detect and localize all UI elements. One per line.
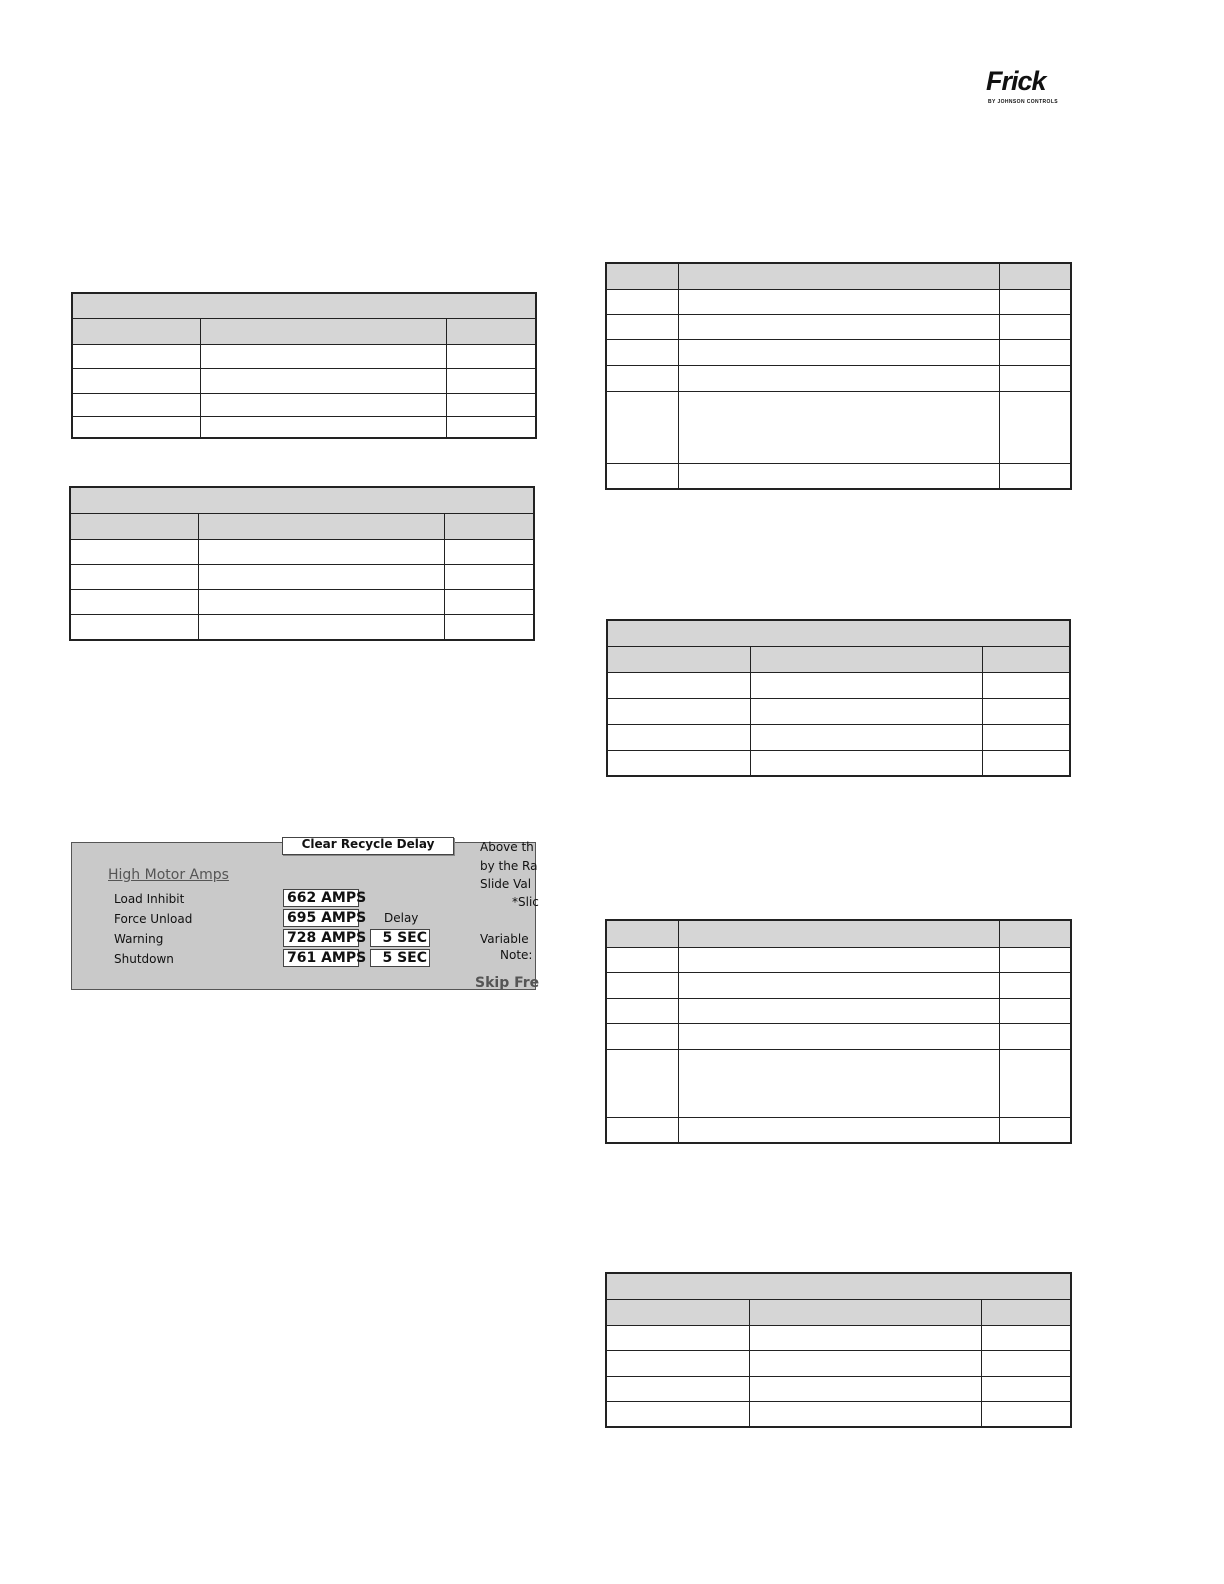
header-cell: [444, 513, 534, 539]
table-row: [606, 998, 1071, 1023]
table-row: [607, 698, 1070, 724]
header-cell: [200, 318, 446, 344]
right-text-line: *Slic: [512, 895, 539, 909]
header-cell: [678, 920, 999, 947]
table-caption: [70, 487, 534, 513]
right-table-1: [605, 262, 1072, 490]
frick-logo: [986, 68, 1072, 110]
header-cell: [678, 263, 999, 289]
table-row: [606, 1350, 1071, 1376]
header-cell: [606, 1299, 749, 1325]
table-row: [606, 1325, 1071, 1350]
table-row: [606, 365, 1071, 391]
right-text-line: Above th: [480, 840, 534, 854]
shutdown-field[interactable]: 761 AMPS: [283, 949, 359, 967]
table-row: [606, 391, 1071, 463]
table-row: [606, 1117, 1071, 1143]
table-row: [606, 1376, 1071, 1401]
clear-recycle-delay-button[interactable]: Clear Recycle Delay: [282, 837, 454, 855]
table-row: [72, 368, 536, 393]
header-cell: [70, 513, 198, 539]
warning-label: Warning: [114, 932, 164, 946]
table-row: [70, 564, 534, 589]
header-cell: [72, 318, 200, 344]
right-text-line: Variable: [480, 932, 529, 946]
right-text-line: Slide Val: [480, 877, 532, 891]
warning-field[interactable]: 728 AMPS: [283, 929, 359, 947]
table-row: [606, 972, 1071, 998]
table-row: [72, 344, 536, 368]
delay-label: Delay: [384, 911, 419, 925]
header-cell: [198, 513, 444, 539]
header-cell: [981, 1299, 1071, 1325]
right-text-line: Note:: [500, 948, 533, 962]
table-caption: [607, 620, 1070, 646]
load-inhibit-field[interactable]: 662 AMPS: [283, 889, 359, 907]
right-table-4: [605, 1272, 1072, 1428]
high-motor-amps-screenshot: [71, 837, 540, 991]
header-cell: [982, 646, 1070, 672]
left-table-2: [69, 486, 535, 641]
header-cell: [446, 318, 536, 344]
force-unload-label: Force Unload: [114, 912, 193, 926]
section-title: High Motor Amps: [108, 867, 229, 883]
header-cell: [999, 263, 1071, 289]
table-row: [606, 947, 1071, 972]
table-caption: [72, 293, 536, 318]
table-row: [606, 463, 1071, 489]
table-row: [606, 289, 1071, 314]
warning-delay-field[interactable]: 5 SEC: [370, 929, 430, 947]
table-row: [607, 724, 1070, 750]
table-row: [70, 614, 534, 640]
table-row: [607, 750, 1070, 776]
header-cell: [606, 263, 678, 289]
table-row: [606, 339, 1071, 365]
force-unload-field[interactable]: 695 AMPS: [283, 909, 359, 927]
table-row: [72, 416, 536, 438]
header-cell: [750, 646, 982, 672]
header-cell: [606, 920, 678, 947]
shutdown-delay-field[interactable]: 5 SEC: [370, 949, 430, 967]
right-table-3: [605, 919, 1072, 1144]
table-caption: [606, 1273, 1071, 1299]
load-inhibit-label: Load Inhibit: [114, 892, 185, 906]
table-row: [606, 314, 1071, 339]
logo-brand: Frick: [986, 66, 1046, 96]
header-cell: [999, 920, 1071, 947]
skip-frequency-label: Skip Fre: [475, 975, 540, 991]
logo-tagline: BY JOHNSON CONTROLS: [988, 99, 1059, 105]
right-table-2: [606, 619, 1071, 777]
table-row: [607, 672, 1070, 698]
right-text-line: by the Ra: [480, 859, 538, 873]
table-row: [70, 589, 534, 614]
left-table-1: [71, 292, 537, 439]
table-row: [606, 1049, 1071, 1117]
header-cell: [749, 1299, 981, 1325]
table-row: [72, 393, 536, 416]
table-row: [606, 1023, 1071, 1049]
header-cell: [607, 646, 750, 672]
table-row: [70, 539, 534, 564]
table-row: [606, 1401, 1071, 1427]
shutdown-label: Shutdown: [114, 952, 174, 966]
